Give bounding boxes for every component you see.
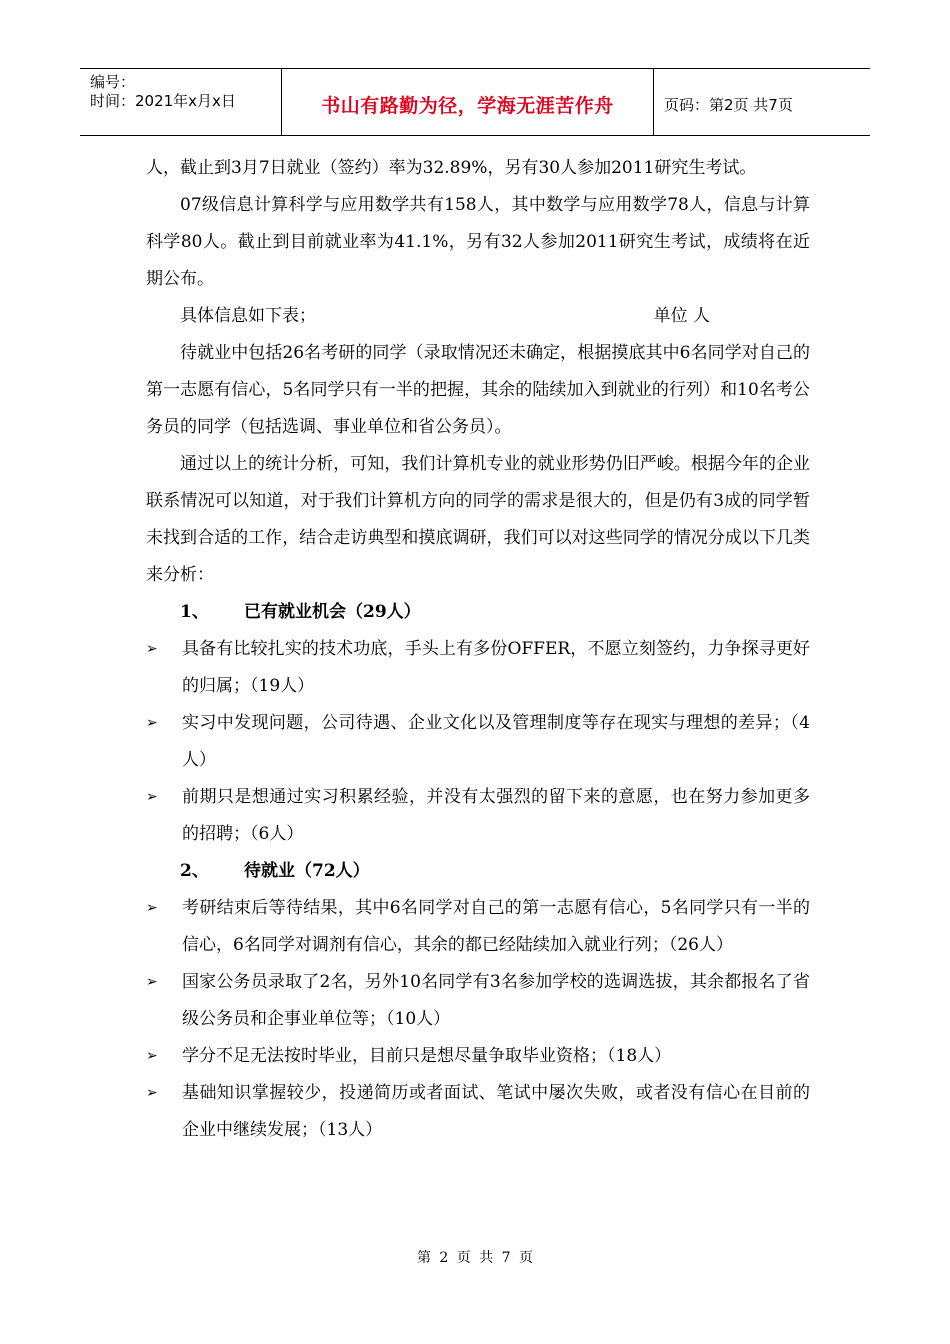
section-1-heading [146, 594, 810, 631]
arrow-bullet-icon: ➢ [146, 641, 158, 657]
header-motto-cell [282, 69, 654, 135]
list-item-text: 考研结束后等待结果，其中6名同学对自己的第一志愿有信心，5名同学只有一半的信心，6名同学对调剂有信心，其余的都已经陆续加入就业行列；（26人） [182, 898, 810, 955]
list-item-text: 实习中发现问题，公司待遇、企业文化以及管理制度等存在现实与理想的差异；（4人） [182, 713, 810, 770]
unit-label: 单位 人 [653, 306, 710, 326]
arrow-bullet-icon: ➢ [146, 1048, 158, 1064]
section-1-title: 已有就业机会（29人） [244, 602, 421, 622]
paragraph-2: 07级信息计算科学与应用数学共有158人，其中数学与应用数学78人，信息与计算科学80人。截止到目前就业率为41.1%，另有32人参加2011研究生考试，成绩将在近期公布。 [146, 195, 810, 289]
arrow-bullet-icon: ➢ [146, 974, 158, 990]
table-intro-line [146, 298, 810, 335]
list-item-text: 学分不足无法按时毕业，目前只是想尽量争取毕业资格；（18人） [182, 1046, 672, 1066]
arrow-bullet-icon: ➢ [146, 715, 158, 731]
list-item-text: 国家公务员录取了2名，另外10名同学有3名参加学校的选调选拔，其余都报名了省级公务员和企事业单位等；（10人） [182, 972, 810, 1029]
section-1-number: 1、 [180, 602, 209, 622]
time-label: 时间：2021年x月x日 [90, 92, 236, 110]
list-item [112, 1038, 810, 1075]
document-body [146, 150, 810, 1149]
page-label: 页码：第2页 共7页 [664, 95, 793, 114]
arrow-bullet-icon: ➢ [146, 1085, 158, 1101]
page-footer: 第 2 页 共 7 页 [416, 1250, 534, 1266]
arrow-bullet-icon: ➢ [146, 900, 158, 916]
arrow-bullet-icon: ➢ [146, 789, 158, 805]
paragraph-5: 通过以上的统计分析，可知，我们计算机专业的就业形势仍旧严峻。根据今年的企业联系情况可以知道，对于我们计算机方向的同学的需求是很大的，但是仍有3成的同学暂未找到合适的工作，结合走访典型和摸底调研，我们可以对这些同学的情况分成以下几类来分析： [146, 454, 810, 585]
table-intro: 具体信息如下表； [180, 306, 316, 326]
list-item [112, 779, 810, 853]
header-page-cell [654, 69, 870, 135]
number-label: 编号： [90, 73, 136, 91]
section-2-heading [146, 853, 810, 890]
motto: 书山有路勤为径，学海无涯苦作舟 [321, 94, 614, 117]
list-item [112, 1075, 810, 1149]
list-item-text: 前期只是想通过实习积累经验，并没有太强烈的留下来的意愿，也在努力参加更多的招聘；（6人） [182, 787, 810, 844]
list-item [112, 964, 810, 1038]
section-2-title: 待就业（72人） [244, 861, 370, 881]
list-item-text: 基础知识掌握较少，投递简历或者面试、笔试中屡次失败，或者没有信心在目前的企业中继续发展；（13人） [182, 1083, 810, 1140]
paragraph-1: 人，截止到3月7日就业（签约）率为32.89%，另有30人参加2011研究生考试。 [146, 158, 757, 178]
section-2-number: 2、 [180, 861, 209, 881]
list-item [112, 705, 810, 779]
page-header [80, 68, 870, 136]
list-item-text: 具备有比较扎实的技术功底，手头上有多份OFFER，不愿立刻签约，力争探寻更好的归属；（19人） [182, 639, 810, 696]
header-meta [80, 69, 282, 135]
list-item [112, 631, 810, 705]
list-item [112, 890, 810, 964]
paragraph-4: 待就业中包括26名考研的同学（录取情况还未确定，根据摸底其中6名同学对自己的第一志愿有信心，5名同学只有一半的把握，其余的陆续加入到就业的行列）和10名考公务员的同学（包括选调、事业单位和省公务员）。 [146, 343, 810, 437]
